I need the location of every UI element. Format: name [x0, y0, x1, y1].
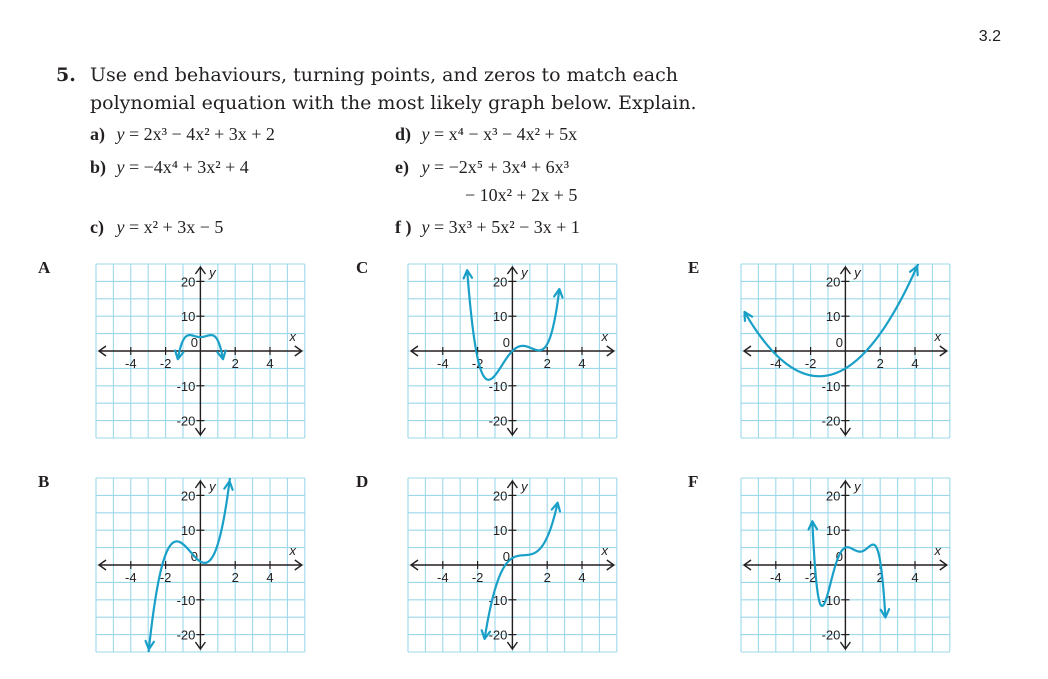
equation-rhs: = −2x⁵ + 3x⁴ + 6x³ [434, 157, 570, 177]
equation-d [395, 124, 577, 145]
x-tick-label: 2 [876, 570, 884, 585]
y-tick-label: 20 [492, 488, 508, 504]
y-tick-label: -20 [176, 413, 196, 429]
x-tick-label: 2 [231, 570, 239, 585]
equation-lhs: y [421, 157, 430, 177]
x-tick-label: 0 [502, 549, 511, 564]
y-tick-label: 10 [180, 523, 196, 539]
y-axis-label: y [209, 479, 216, 494]
equation-rhs: = 2x³ − 4x² + 3x + 2 [129, 124, 275, 144]
x-axis-label: x [601, 543, 609, 558]
equation-label: f ) [395, 217, 412, 237]
y-tick-label: -20 [821, 627, 841, 643]
section-number: 3.2 [978, 28, 1001, 45]
equation-c [90, 217, 223, 238]
x-tick-label: 4 [911, 570, 919, 585]
y-axis-label: y [521, 479, 528, 494]
y-tick-label: -20 [176, 627, 196, 643]
equation-e-continuation: − 10x² + 2x + 5 [465, 185, 578, 205]
x-tick-label: 0 [190, 549, 199, 564]
equation-label: c) [90, 217, 104, 237]
graph-label-b: B [38, 472, 50, 491]
y-tick-label: 10 [180, 309, 196, 325]
equation-rhs: = 3x³ + 5x² − 3x + 1 [434, 217, 580, 237]
y-tick-label: 20 [180, 488, 196, 504]
equation-rhs: = x⁴ − x³ − 4x² + 5x [434, 124, 578, 144]
axes [99, 265, 302, 435]
axes [744, 479, 947, 649]
curve-group [812, 465, 885, 652]
x-tick-label: -4 [770, 570, 782, 585]
y-axis-label: y [209, 265, 216, 280]
graph-e [735, 258, 957, 444]
y-tick-label: 20 [825, 488, 841, 504]
x-tick-label: -2 [471, 356, 484, 371]
x-axis-label: x [289, 329, 297, 344]
equation-lhs: y [116, 124, 125, 144]
y-tick-label: 20 [492, 274, 508, 290]
x-tick-label: 0 [835, 549, 844, 564]
equation-a [90, 124, 275, 145]
equation-rhs: = x² + 3x − 5 [129, 217, 224, 237]
x-axis-label: x [289, 543, 297, 558]
x-axis-label: x [934, 329, 942, 344]
question-stem-line-1: Use end behaviours, turning points, and zeros to match each [90, 64, 678, 86]
graph-label-d: D [356, 472, 369, 491]
y-tick-label: -10 [821, 378, 841, 394]
y-tick-label: -20 [488, 627, 508, 643]
x-tick-label: 2 [543, 570, 551, 585]
equation-f [395, 217, 580, 238]
y-tick-label: 10 [492, 309, 508, 325]
x-axis-label: x [601, 329, 609, 344]
y-tick-label: 10 [825, 523, 841, 539]
x-tick-label: 4 [578, 570, 586, 585]
x-tick-label: 0 [835, 335, 844, 350]
x-tick-label: -4 [125, 570, 137, 585]
equation-label: d) [395, 124, 412, 144]
graph-b [90, 472, 312, 658]
x-tick-label: 0 [502, 335, 511, 350]
graph-label-f: F [688, 472, 699, 491]
x-tick-label: 4 [911, 356, 919, 371]
equation-lhs: y [421, 124, 430, 144]
y-axis-label: y [854, 265, 861, 280]
y-tick-label: 20 [180, 274, 196, 290]
equation-lhs: y [421, 217, 430, 237]
question-number: 5. [56, 64, 76, 86]
x-tick-label: 0 [190, 335, 199, 350]
x-tick-label: 4 [266, 356, 274, 371]
y-tick-label: -10 [488, 592, 508, 608]
equation-e [395, 157, 569, 178]
x-tick-label: -2 [159, 570, 172, 585]
x-tick-label: -2 [159, 356, 172, 371]
y-axis-label: y [854, 479, 861, 494]
graph-a [90, 258, 312, 444]
y-tick-label: -20 [488, 413, 508, 429]
graph-f [735, 472, 957, 658]
equation-b [90, 157, 249, 178]
axes [99, 479, 302, 649]
x-tick-label: -4 [125, 356, 137, 371]
graph-d [402, 472, 624, 658]
y-axis-label: y [521, 265, 528, 280]
graph-label-c: C [356, 258, 369, 277]
equation-label: e) [395, 157, 409, 177]
equation-lhs: y [116, 217, 125, 237]
y-tick-label: -10 [176, 378, 196, 394]
x-tick-label: 2 [231, 356, 239, 371]
equation-label: b) [90, 157, 107, 177]
graph-label-e: E [688, 258, 700, 277]
x-tick-label: 4 [266, 570, 274, 585]
x-tick-label: -2 [804, 570, 817, 585]
x-tick-label: 2 [543, 356, 551, 371]
axes [744, 265, 947, 435]
equation-lhs: y [116, 157, 125, 177]
x-tick-label: -4 [437, 570, 449, 585]
y-tick-label: -10 [176, 592, 196, 608]
x-tick-label: -2 [804, 356, 817, 371]
x-tick-label: -2 [471, 570, 484, 585]
equation-rhs: = −4x⁴ + 3x² + 4 [129, 157, 249, 177]
y-tick-label: -20 [821, 413, 841, 429]
x-tick-label: 2 [876, 356, 884, 371]
x-axis-label: x [934, 543, 942, 558]
graph-label-a: A [38, 258, 51, 277]
y-tick-label: 10 [825, 309, 841, 325]
y-tick-label: 10 [492, 523, 508, 539]
x-tick-label: -4 [770, 356, 782, 371]
equation-label: a) [90, 124, 105, 144]
graph-c [402, 258, 624, 444]
y-tick-label: 20 [825, 274, 841, 290]
x-tick-label: 4 [578, 356, 586, 371]
y-tick-label: -10 [488, 378, 508, 394]
x-tick-label: -4 [437, 356, 449, 371]
question-stem-line-2: polynomial equation with the most likely graph below. Explain. [90, 92, 697, 114]
axes [411, 479, 614, 649]
y-tick-label: -10 [821, 592, 841, 608]
